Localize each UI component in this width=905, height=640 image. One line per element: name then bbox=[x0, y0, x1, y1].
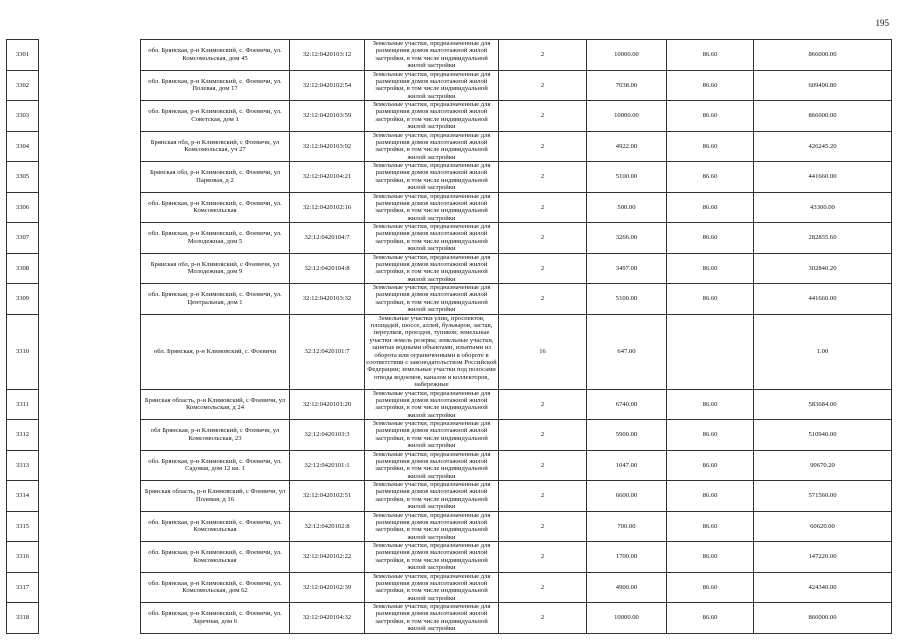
cell-purpose: Земельные участки, предназначенные для размещения домов малоэтажной жилой застройки, в том числе индивидуальной жилой застройки bbox=[365, 389, 499, 420]
cell-rate: 86.60 bbox=[667, 40, 754, 71]
cell-value: 571560.00 bbox=[754, 481, 892, 512]
spacer-cell bbox=[39, 131, 141, 162]
cell-address: обл. Брянская, р-н Климовский, с. Фоевичи, ул. Комсомольская bbox=[141, 192, 290, 223]
spacer-cell bbox=[39, 511, 141, 542]
cell-area: 3497.00 bbox=[587, 253, 667, 284]
cell-value: 510940.00 bbox=[754, 420, 892, 451]
cell-area: 4922.00 bbox=[587, 131, 667, 162]
table-row bbox=[7, 511, 892, 542]
cell-value: 147220.00 bbox=[754, 542, 892, 573]
cell-num: 3302 bbox=[7, 70, 39, 101]
cell-cadastral: 32:12:0420103:92 bbox=[290, 131, 365, 162]
cell-purpose: Земельные участки, предназначенные для размещения домов малоэтажной жилой застройки, в том числе индивидуальной жилой застройки bbox=[365, 603, 499, 634]
cell-rate: 86.60 bbox=[667, 572, 754, 603]
cell-area: 6740.00 bbox=[587, 389, 667, 420]
spacer-cell bbox=[39, 253, 141, 284]
cell-group: 2 bbox=[499, 542, 587, 573]
cell-purpose: Земельные участки, предназначенные для размещения домов малоэтажной жилой застройки, в том числе индивидуальной жилой застройки bbox=[365, 284, 499, 315]
spacer-cell bbox=[39, 162, 141, 193]
cell-value: 282835.60 bbox=[754, 223, 892, 254]
spacer-cell bbox=[39, 314, 141, 389]
cell-address: Брянская область, р-н Климовский, с Фоевичи, ул Комсомольская, д 24 bbox=[141, 389, 290, 420]
cell-rate: 86.60 bbox=[667, 162, 754, 193]
table-row bbox=[7, 603, 892, 634]
cell-rate: 86.60 bbox=[667, 70, 754, 101]
cell-area: 5100.00 bbox=[587, 162, 667, 193]
cell-address: Брянская обл, р-н Климовский, с. Фоевичи, ул Парковая, д 2 bbox=[141, 162, 290, 193]
cell-group: 2 bbox=[499, 162, 587, 193]
cell-value: 583684.00 bbox=[754, 389, 892, 420]
cell-group: 2 bbox=[499, 389, 587, 420]
cell-purpose: Земельные участки, предназначенные для размещения домов малоэтажной жилой застройки, в том числе индивидуальной жилой застройки bbox=[365, 572, 499, 603]
cell-cadastral: 32:12:0420104:21 bbox=[290, 162, 365, 193]
cell-group: 2 bbox=[499, 481, 587, 512]
cell-area: 6600.00 bbox=[587, 481, 667, 512]
cell-rate: 86.60 bbox=[667, 223, 754, 254]
cell-address: обл. Брянская, р-н Климовский, с. Фоевичи, ул. Молодежная, дом 5 bbox=[141, 223, 290, 254]
cell-cadastral: 32:12:0420104:8 bbox=[290, 253, 365, 284]
cell-value: 60620.00 bbox=[754, 511, 892, 542]
cell-group: 2 bbox=[499, 603, 587, 634]
table-row bbox=[7, 284, 892, 315]
cell-rate: 86.60 bbox=[667, 284, 754, 315]
spacer-cell bbox=[39, 542, 141, 573]
cell-num: 3310 bbox=[7, 314, 39, 389]
cell-cadastral: 32:12:0420102:22 bbox=[290, 542, 365, 573]
cell-cadastral: 32:12:0420102:16 bbox=[290, 192, 365, 223]
cell-group: 2 bbox=[499, 450, 587, 481]
cell-group: 2 bbox=[499, 284, 587, 315]
cell-area: 10000.00 bbox=[587, 40, 667, 71]
cell-num: 3317 bbox=[7, 572, 39, 603]
cell-value: 441660.00 bbox=[754, 162, 892, 193]
cell-cadastral: 32:12:0420103:32 bbox=[290, 284, 365, 315]
spacer-cell bbox=[39, 40, 141, 71]
cell-purpose: Земельные участки, предназначенные для размещения домов малоэтажной жилой застройки, в том числе индивидуальной жилой застройки bbox=[365, 131, 499, 162]
cell-value: 43300.00 bbox=[754, 192, 892, 223]
cell-group: 16 bbox=[499, 314, 587, 389]
table-row bbox=[7, 420, 892, 451]
cell-purpose: Земельные участки, предназначенные для размещения домов малоэтажной жилой застройки, в том числе индивидуальной жилой застройки bbox=[365, 101, 499, 132]
cell-value: 426245.20 bbox=[754, 131, 892, 162]
spacer-cell bbox=[39, 572, 141, 603]
cell-value: 424340.00 bbox=[754, 572, 892, 603]
cell-address: обл. Брянская, р-н Климовский, с. Фоевичи, ул. Полевая, дом 17 bbox=[141, 70, 290, 101]
cell-purpose: Земельные участки, предназначенные для размещения домов малоэтажной жилой застройки, в том числе индивидуальной жилой застройки bbox=[365, 511, 499, 542]
spacer-cell bbox=[39, 481, 141, 512]
spacer-cell bbox=[39, 450, 141, 481]
cell-purpose: Земельные участки, предназначенные для размещения домов малоэтажной жилой застройки, в том числе индивидуальной жилой застройки bbox=[365, 420, 499, 451]
cell-area: 1700.00 bbox=[587, 542, 667, 573]
cell-rate: 86.60 bbox=[667, 511, 754, 542]
cell-address: обл. Брянская, р-н Климовский, с. Фоевичи, ул. Комсомольская bbox=[141, 511, 290, 542]
cell-purpose: Земельные участки улиц, проспектов, площадей, шоссе, аллей, бульваров, застав, переулков, проездов, тупиков; земельные участки земель резерва; земельные участки, занятые водными объектами, изъятыми из оборота или ограниченными в обороте в соответствии с законодательством Российской Федерации; земельные участки под полосами отвода водоемов, каналов и коллекторов, набережные bbox=[366, 314, 497, 388]
cell-rate: 86.60 bbox=[667, 450, 754, 481]
cell-group: 2 bbox=[499, 131, 587, 162]
cell-purpose: Земельные участки, предназначенные для размещения домов малоэтажной жилой застройки, в том числе индивидуальной жилой застройки bbox=[365, 253, 499, 284]
cell-cadastral: 32:12:0420103:3 bbox=[290, 420, 365, 451]
cell-purpose: Земельные участки, предназначенные для размещения домов малоэтажной жилой застройки, в том числе индивидуальной жилой застройки bbox=[365, 450, 499, 481]
table-row bbox=[7, 223, 892, 254]
cell-area: 10000.00 bbox=[587, 603, 667, 634]
cell-area: 10000.00 bbox=[587, 101, 667, 132]
table-row bbox=[7, 101, 892, 132]
cell-value: 866000.00 bbox=[754, 40, 892, 71]
cell-group: 2 bbox=[499, 572, 587, 603]
cell-purpose: Земельные участки, предназначенные для размещения домов малоэтажной жилой застройки, в том числе индивидуальной жилой застройки bbox=[365, 192, 499, 223]
table-row bbox=[7, 253, 892, 284]
cell-value: 609490.80 bbox=[754, 70, 892, 101]
table-body bbox=[7, 40, 892, 634]
cell-group: 2 bbox=[499, 40, 587, 71]
cell-num: 3303 bbox=[7, 101, 39, 132]
cell-num: 3318 bbox=[7, 603, 39, 634]
spacer-cell bbox=[39, 389, 141, 420]
cell-area: 4900.00 bbox=[587, 572, 667, 603]
cell-address: обл. Брянская, р-н Климовский, с. Фоевичи, ул. Комсомольская, дом 45 bbox=[141, 40, 290, 71]
cell-address: обл. Брянская, р-н Климовский, с. Фоевичи, ул. Комсомольская, дом 62 bbox=[141, 572, 290, 603]
cell-group: 2 bbox=[499, 70, 587, 101]
cell-cadastral: 32:12:0420101:1 bbox=[290, 450, 365, 481]
cell-cadastral: 32:12:0420102:51 bbox=[290, 481, 365, 512]
cell-num: 3308 bbox=[7, 253, 39, 284]
cell-cadastral: 32:12:0420103:59 bbox=[290, 101, 365, 132]
cell-rate: 86.60 bbox=[667, 192, 754, 223]
cell-value: 866000.00 bbox=[754, 101, 892, 132]
cell-rate: 86.60 bbox=[667, 481, 754, 512]
spacer-cell bbox=[39, 70, 141, 101]
cell-cadastral: 32:12:0420103:12 bbox=[290, 40, 365, 71]
cell-value: 866000.00 bbox=[754, 603, 892, 634]
table-row bbox=[7, 450, 892, 481]
cell-address: обл. Брянская, р-н Климовский, с. Фоевичи, ул. Комсомольская bbox=[141, 542, 290, 573]
table-row bbox=[7, 542, 892, 573]
cell-area: 7038.00 bbox=[587, 70, 667, 101]
cell-address: Брянская обл, р-н Климовский, с Фоевичи, ул Молодежная, дом 9 bbox=[141, 253, 290, 284]
cell-num: 3313 bbox=[7, 450, 39, 481]
cell-value: 1.00 bbox=[754, 314, 892, 389]
cell-address: обл Брянская, р-н Климовский, с Фоевичи, ул Комсомольская, 23 bbox=[141, 420, 290, 451]
cell-address: Брянская область, р-н Климовский, с Фоевичи, ул Полевая, д 16 bbox=[141, 481, 290, 512]
cell-group: 2 bbox=[499, 253, 587, 284]
cell-num: 3312 bbox=[7, 420, 39, 451]
cell-num: 3311 bbox=[7, 389, 39, 420]
cell-group: 2 bbox=[499, 192, 587, 223]
cell-num: 3314 bbox=[7, 481, 39, 512]
cell-cadastral: 32:12:0420104:32 bbox=[290, 603, 365, 634]
cell-rate: 86.60 bbox=[667, 131, 754, 162]
cell-rate bbox=[667, 314, 754, 389]
table-row bbox=[7, 572, 892, 603]
land-register-table bbox=[6, 39, 892, 634]
cell-cadastral: 32:12:0420102:8 bbox=[290, 511, 365, 542]
cell-address: Брянская обл, р-н Климовский, с Фоевичи, ул Комсомольская, уч 27 bbox=[141, 131, 290, 162]
cell-purpose: Земельные участки, предназначенные для размещения домов малоэтажной жилой застройки, в том числе индивидуальной жилой застройки bbox=[365, 542, 499, 573]
cell-rate: 86.60 bbox=[667, 389, 754, 420]
table-row bbox=[7, 162, 892, 193]
cell-area: 5900.00 bbox=[587, 420, 667, 451]
table-row bbox=[7, 389, 892, 420]
cell-value: 441660.00 bbox=[754, 284, 892, 315]
cell-area: 647.00 bbox=[587, 314, 667, 389]
page-number: 195 bbox=[875, 18, 889, 28]
table-row bbox=[7, 481, 892, 512]
cell-value: 90670.20 bbox=[754, 450, 892, 481]
table-row bbox=[7, 70, 892, 101]
spacer-cell bbox=[39, 223, 141, 254]
spacer-cell bbox=[39, 420, 141, 451]
cell-num: 3309 bbox=[7, 284, 39, 315]
cell-num: 3315 bbox=[7, 511, 39, 542]
cell-rate: 86.60 bbox=[667, 101, 754, 132]
cell-cadastral: 32:12:0420102:39 bbox=[290, 572, 365, 603]
cell-rate: 86.60 bbox=[667, 253, 754, 284]
cell-address: обл. Брянская, р-н Климовский, с. Фоевичи, ул. Советская, дом 1 bbox=[141, 101, 290, 132]
cell-purpose: Земельные участки, предназначенные для размещения домов малоэтажной жилой застройки, в том числе индивидуальной жилой застройки bbox=[365, 162, 499, 193]
spacer-cell bbox=[39, 284, 141, 315]
cell-address: обл. Брянская, р-н Климовский, с. Фоевичи bbox=[141, 314, 290, 389]
cell-area: 3266.00 bbox=[587, 223, 667, 254]
cell-num: 3304 bbox=[7, 131, 39, 162]
cell-rate: 86.60 bbox=[667, 542, 754, 573]
cell-area: 5100.00 bbox=[587, 284, 667, 315]
table-row bbox=[7, 314, 892, 389]
cell-area: 1047.00 bbox=[587, 450, 667, 481]
cell-cadastral: 32:12:0420102:54 bbox=[290, 70, 365, 101]
cell-value: 302840.20 bbox=[754, 253, 892, 284]
cell-num: 3305 bbox=[7, 162, 39, 193]
cell-cadastral: 32:12:0420101:20 bbox=[290, 389, 365, 420]
cell-purpose: Земельные участки, предназначенные для размещения домов малоэтажной жилой застройки, в том числе индивидуальной жилой застройки bbox=[365, 40, 499, 71]
cell-num: 3316 bbox=[7, 542, 39, 573]
cell-address: обл. Брянская, р-н Климовский, с. Фоевичи, ул. Центральная, дом 1 bbox=[141, 284, 290, 315]
table-row bbox=[7, 131, 892, 162]
cell-purpose: Земельные участки, предназначенные для размещения домов малоэтажной жилой застройки, в том числе индивидуальной жилой застройки bbox=[365, 481, 499, 512]
cell-cadastral: 32:12:0420104:7 bbox=[290, 223, 365, 254]
cell-rate: 86.60 bbox=[667, 420, 754, 451]
cell-num: 3307 bbox=[7, 223, 39, 254]
cell-cadastral: 32:12:0420101:7 bbox=[290, 314, 365, 389]
cell-group: 2 bbox=[499, 223, 587, 254]
spacer-cell bbox=[39, 192, 141, 223]
cell-group: 2 bbox=[499, 420, 587, 451]
table-row bbox=[7, 40, 892, 71]
cell-rate: 86.60 bbox=[667, 603, 754, 634]
cell-area: 700.00 bbox=[587, 511, 667, 542]
cell-area: 500.00 bbox=[587, 192, 667, 223]
spacer-cell bbox=[39, 101, 141, 132]
cell-address: обл. Брянская, р-н Климовский, с. Фоевичи, ул. Садовая, дом 12 кв. 1 bbox=[141, 450, 290, 481]
spacer-cell bbox=[39, 603, 141, 634]
cell-group: 2 bbox=[499, 511, 587, 542]
cell-num: 3306 bbox=[7, 192, 39, 223]
cell-group: 2 bbox=[499, 101, 587, 132]
cell-num: 3301 bbox=[7, 40, 39, 71]
table-row bbox=[7, 192, 892, 223]
cell-address: обл. Брянская, р-н Климовский, с. Фоевичи, ул. Заречная, дом 6 bbox=[141, 603, 290, 634]
cell-purpose: Земельные участки, предназначенные для размещения домов малоэтажной жилой застройки, в том числе индивидуальной жилой застройки bbox=[365, 70, 499, 101]
cell-purpose: Земельные участки, предназначенные для размещения домов малоэтажной жилой застройки, в том числе индивидуальной жилой застройки bbox=[365, 223, 499, 254]
